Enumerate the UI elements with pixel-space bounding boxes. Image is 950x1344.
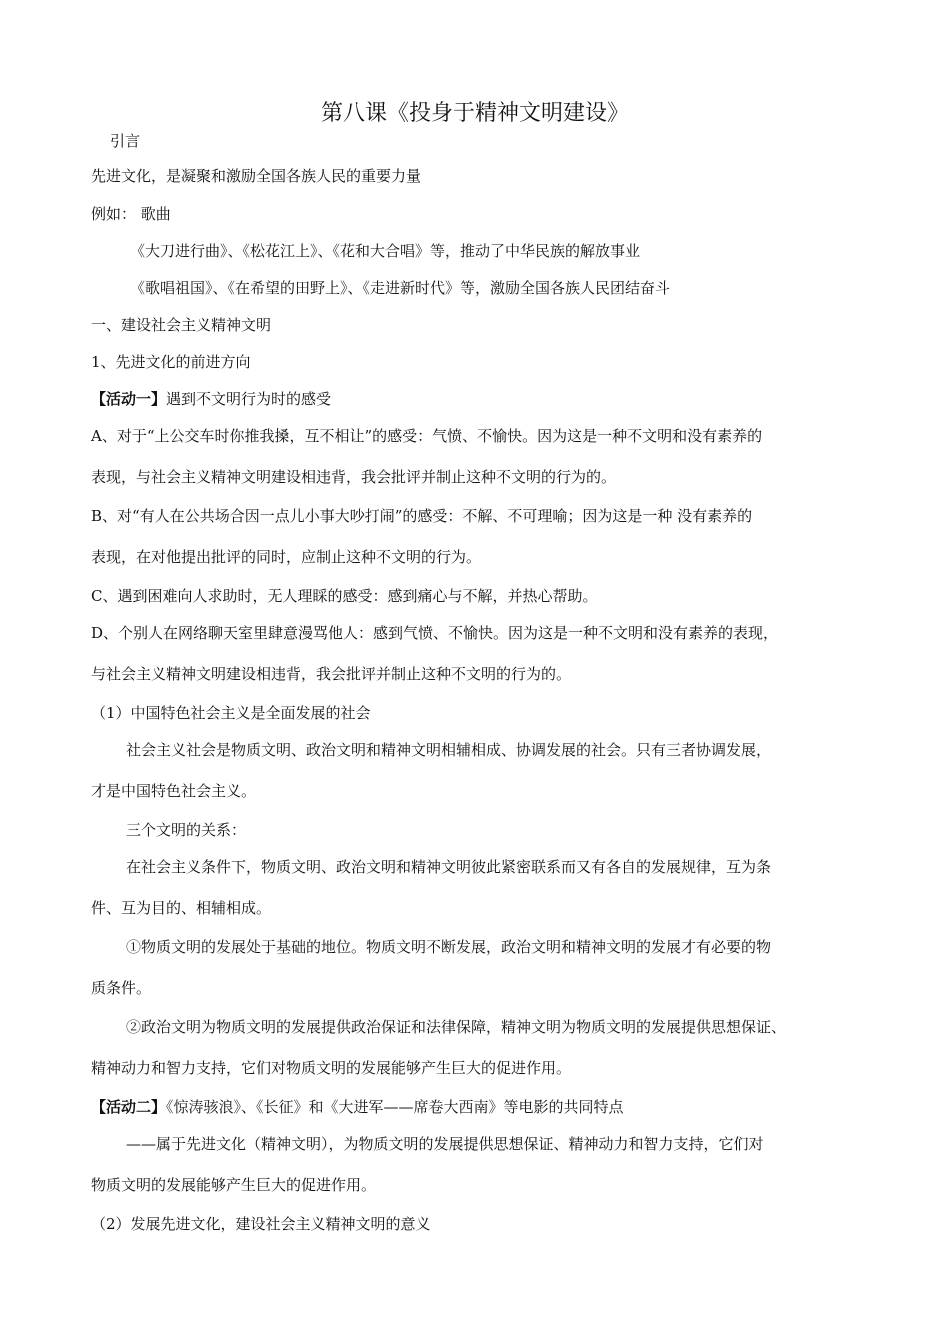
paragraph: 先进文化，是凝聚和激励全国各族人民的重要力量 [91,167,422,185]
activity-heading: 【活动二】《惊涛骇浪》、《长征》和《大进军——席卷大西南》等电影的共同特点 [91,1098,624,1116]
subsection-heading: （2）发展先进文化，建设社会主义精神文明的意义 [91,1215,431,1233]
paragraph: 表现，与社会主义精神文明建设相违背，我会批评并制止这种不文明的行为的。 [91,468,617,486]
paragraph: ①物质文明的发展处于基础的地位。物质文明不断发展，政治文明和精神文明的发展才有必要的物 [126,938,772,956]
paragraph: 物质文明的发展能够产生巨大的促进作用。 [91,1176,377,1194]
paragraph: ②政治文明为物质文明的发展提供政治保证和法律保障，精神文明为物质文明的发展提供思想保证、 [126,1018,787,1036]
paragraph: 《大刀进行曲》、《松花江上》、《花和大合唱》等，推动了中华民族的解放事业 [130,242,641,260]
intro-heading: 引言 [110,132,141,150]
paragraph: C、遇到困难向人求助时，无人理睬的感受：感到痛心与不解，并热心帮助。 [91,587,598,605]
paragraph: 与社会主义精神文明建设相违背，我会批评并制止这种不文明的行为的。 [91,665,572,683]
paragraph: 精神动力和智力支持，它们对物质文明的发展能够产生巨大的促进作用。 [91,1059,572,1077]
paragraph: 社会主义社会是物质文明、政治文明和精神文明相辅相成、协调发展的社会。只有三者协调发展， [126,741,772,759]
paragraph: 表现，在对他提出批评的同时，应制止这种不文明的行为。 [91,548,482,566]
paragraph: 三个文明的关系： [126,821,247,839]
subsection-heading: 1、先进文化的前进方向 [91,353,251,371]
section-heading: 一、建设社会主义精神文明 [91,316,272,334]
paragraph: D、个别人在网络聊天室里肆意漫骂他人：感到气愤、不愉快。因为这是一种不文明和没有素养的表现， [91,624,779,642]
paragraph: 《歌唱祖国》、《在希望的田野上》、《走进新时代》等，激励全国各族人民团结奋斗 [130,279,671,297]
paragraph: B、对“有人在公共场合因一点儿小事大吵打闹”的感受：不解、不可理喻；因为这是一种 没有素养的 [91,507,753,525]
paragraph: ——属于先进文化（精神文明），为物质文明的发展提供思想保证、精神动力和智力支持，它们对 [126,1135,764,1153]
paragraph: 质条件。 [91,979,152,997]
paragraph: 件、互为目的、相辅相成。 [91,899,272,917]
paragraph: 在社会主义条件下，物质文明、政治文明和精神文明彼此紧密联系而又有各自的发展规律，互为条 [126,858,772,876]
paragraph: 例如： 歌曲 [91,205,171,223]
paragraph: A、对于“上公交车时你推我搡，互不相让”的感受：气愤、不愉快。因为这是一种不文明和没有素养的 [91,427,763,445]
activity-heading: 【活动一】遇到不文明行为时的感受 [91,390,332,408]
document-title: 第八课《投身于精神文明建设》 [320,101,629,126]
paragraph: 才是中国特色社会主义。 [91,782,257,800]
subsection-heading: （1）中国特色社会主义是全面发展的社会 [91,704,371,722]
